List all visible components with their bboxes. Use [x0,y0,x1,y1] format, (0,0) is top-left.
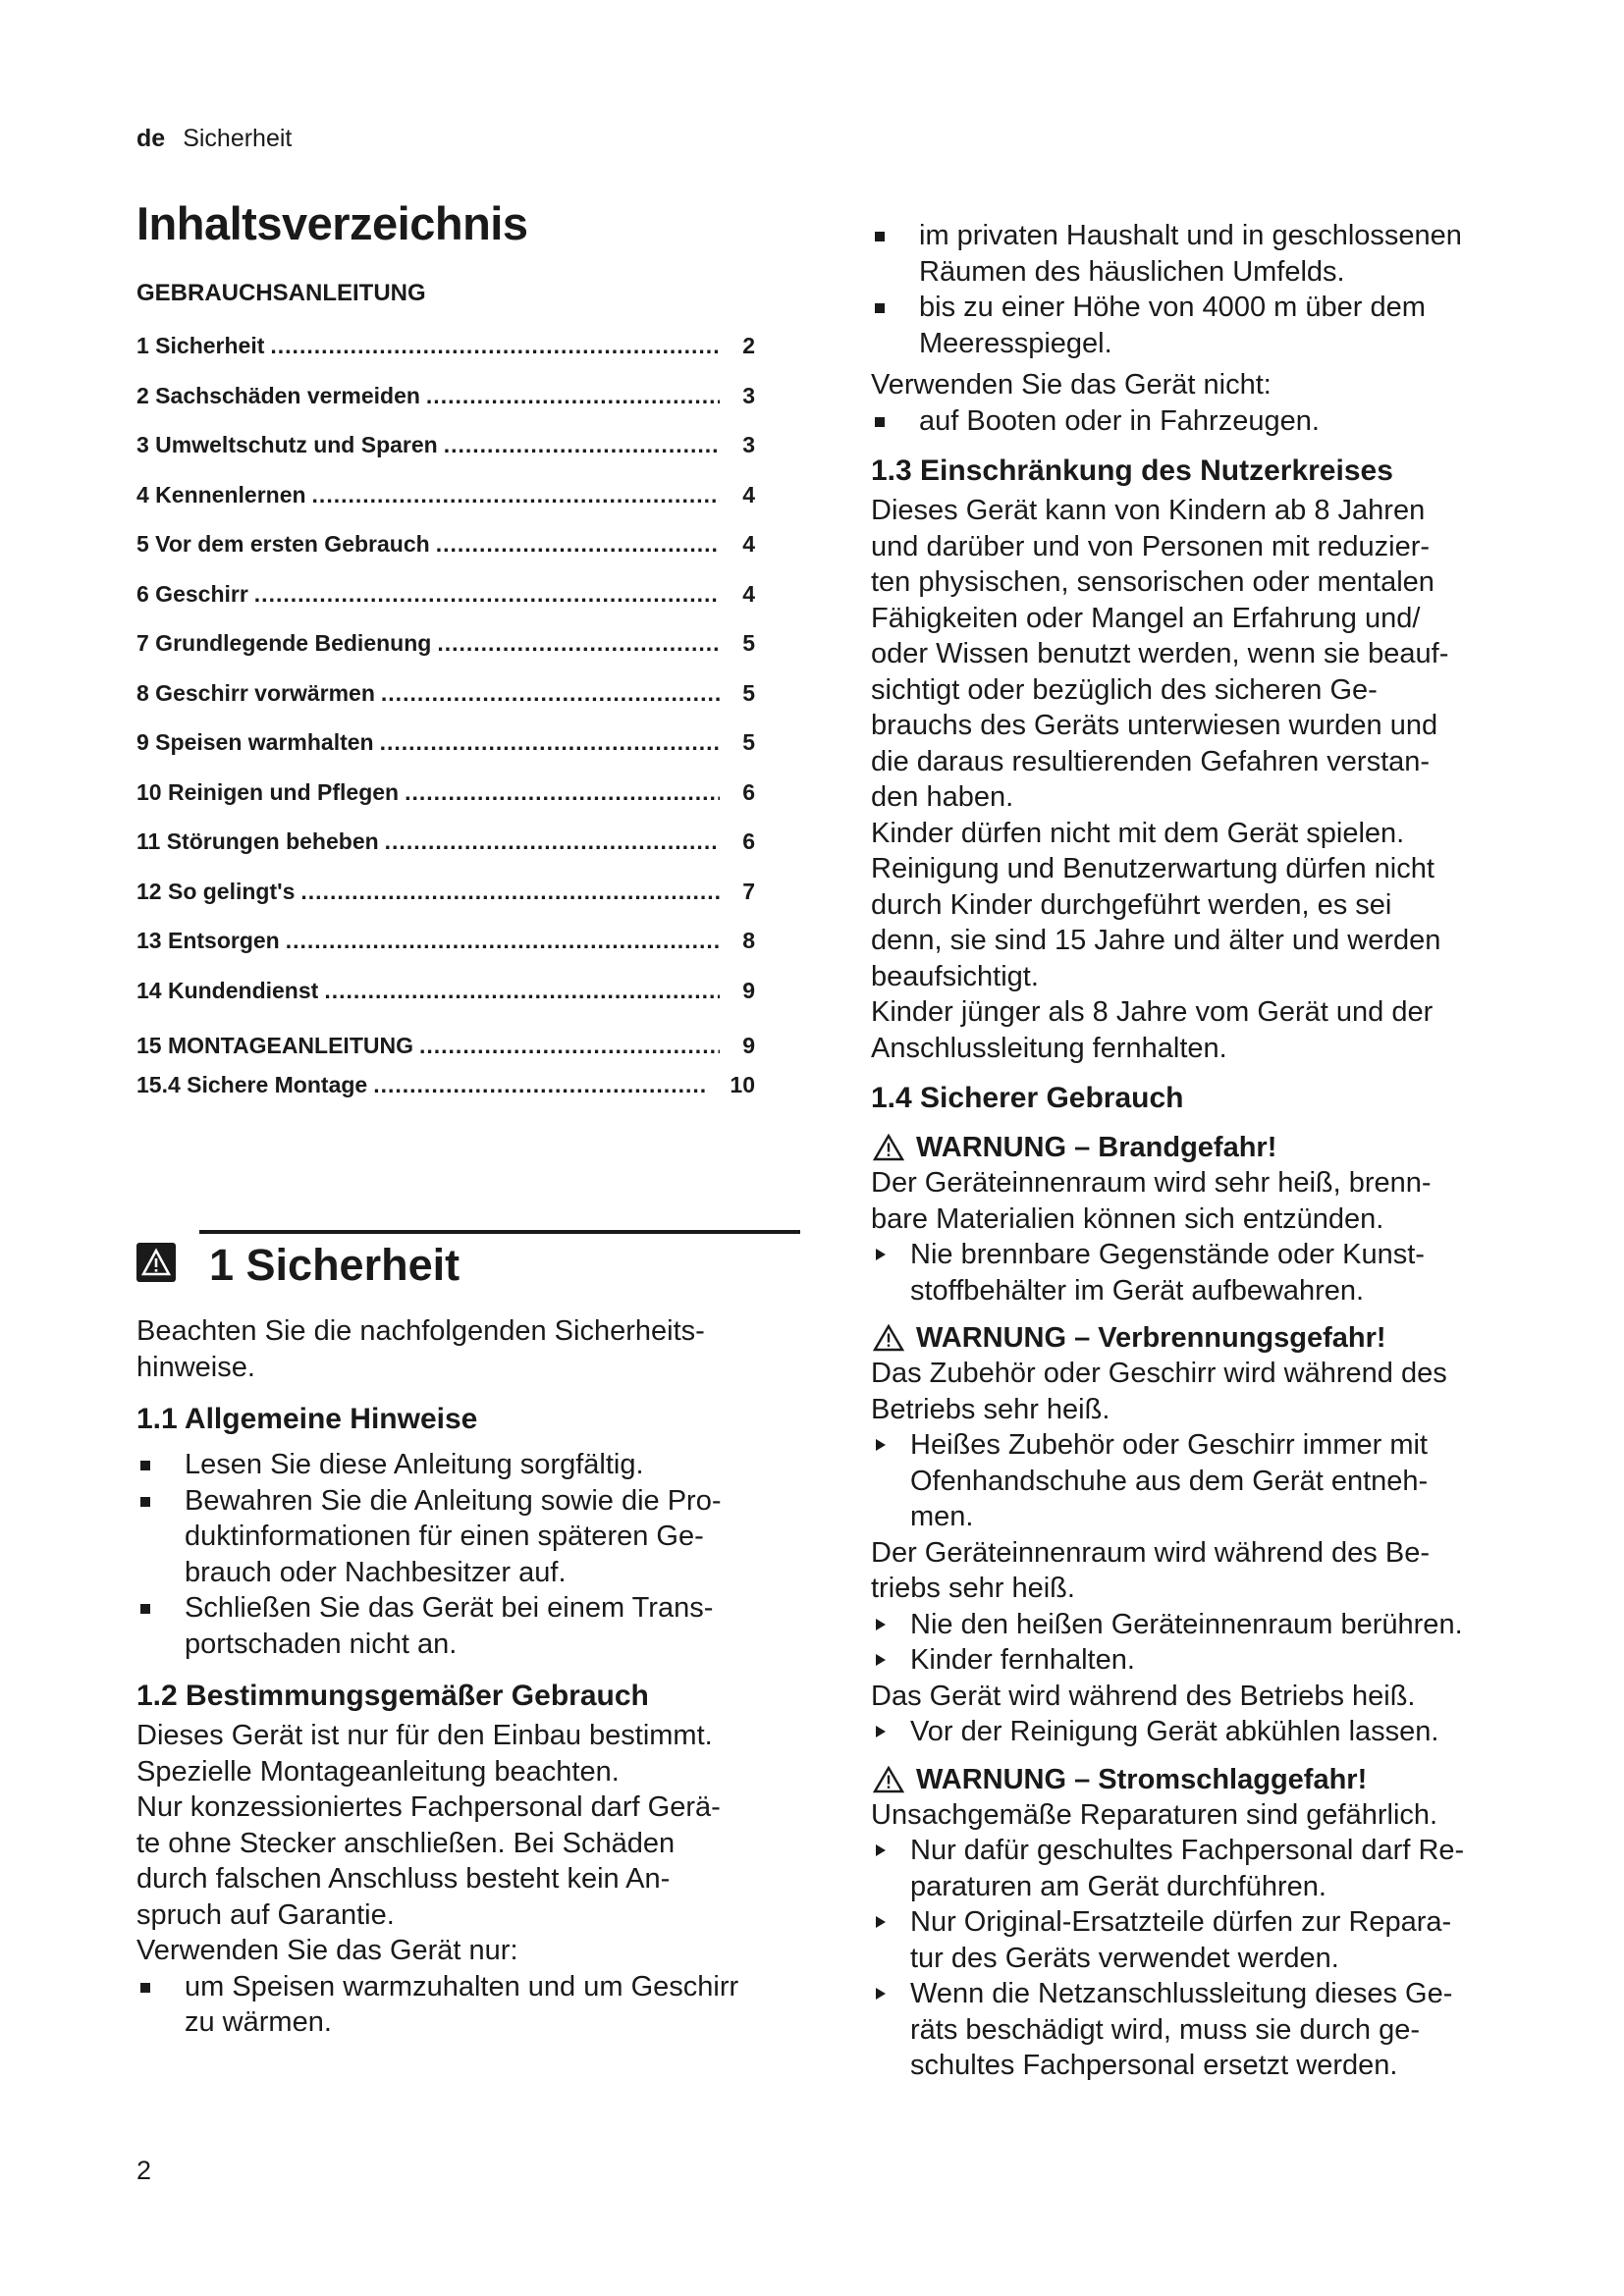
body-text: Verwenden Sie das Gerät nur: [136,1935,518,1966]
warning-text: Das Zubehör oder Geschirr wird während des [871,1358,1447,1389]
body-text: Kinder dürfen nicht mit dem Gerät spielen. [871,817,1405,849]
list-item-text: men. [910,1501,974,1532]
warning-text: bare Materialien können sich entzünden. [871,1202,1384,1235]
toc-leader [426,383,720,409]
toc-entry-page: 6 [742,778,755,805]
toc-entry-title: 2 Sachschäden vermeiden [136,382,420,408]
toc-entry-page: 3 [742,432,755,457]
list-item-text: duktinformationen für einen späteren Ge- [185,1521,704,1552]
list-item-text: räts beschädigt wird, muss sie durch ge- [910,2013,1420,2046]
body-text: Spezielle Montageanleitung beachten. [136,1755,620,1788]
toc-leader [300,879,720,905]
body-text: brauchs des Geräts unterwiesen wurden und [871,710,1438,741]
section-1-left-column [136,1313,814,2041]
list-item-text: schultes Fachpersonal ersetzt werden. [910,2050,1398,2081]
warning-heading [871,1320,1548,1356]
body-text: Kinder jünger als 8 Jahre vom Gerät und der [871,996,1434,1028]
toc-entry [136,333,755,383]
toc-entry-title: 15 MONTAGEANLEITUNG [136,1033,413,1058]
toc-entry-page: 9 [742,977,755,1003]
toc-entry [136,879,755,929]
list-item-text: Lesen Sie diese Anleitung sorgfältig. [185,1449,644,1480]
list-item-text: Wenn die Netzanschlussleitung dieses Ge- [910,1978,1453,2009]
warning-text: Der Geräteinnenraum wird sehr heiß, brenn- [871,1167,1432,1199]
toc-entry [136,581,755,631]
subsection-heading: 1.4 Sicherer Gebrauch [871,1082,1184,1114]
toc-entry-title: 12 So gelingt's [136,878,296,904]
body-text: den haben. [871,781,1014,813]
section-rule [199,1230,800,1234]
body-text: Dieses Gerät kann von Kindern ab 8 Jahren [871,495,1426,526]
toc-leader [385,828,720,855]
toc-entry-page: 4 [742,531,755,557]
toc-entry-title: 13 Entsorgen [136,928,280,953]
toc-entry [136,383,755,433]
toc-entry-title: 6 Geschirr [136,580,248,607]
toc-entry-title: 7 Grundlegende Bedienung [136,630,432,656]
toc-leader [254,581,720,608]
body-text: durch falschen Anschluss besteht kein An- [136,1863,671,1895]
toc-entry-page: 10 [730,1072,755,1097]
language-code: de [136,125,166,152]
body-text: denn, sie sind 15 Jahre und älter und werden [871,925,1441,956]
toc-leader [419,1033,720,1059]
arrow-bullet-icon [876,1988,886,2000]
subsection-heading: 1.2 Bestimmungsgemäßer Gebrauch [136,1680,649,1712]
toc-entry-page: 4 [742,580,755,607]
list-item [136,1969,814,2041]
list-item [136,1590,814,1662]
toc-entry [136,531,755,581]
body-text: Nur konzessioniertes Fachpersonal darf Gerä- [136,1791,721,1823]
list-item-text: brauch oder Nachbesitzer auf. [185,1556,567,1588]
body-text: Verwenden Sie das Gerät nicht: [871,369,1272,400]
toc-entry-title: 3 Umweltschutz und Sparen [136,432,438,457]
list-item-text: Meeresspiegel. [919,327,1112,359]
toc-entry-page: 5 [742,679,755,706]
toc-entry-title: 9 Speisen warmhalten [136,729,374,755]
toc-entry-title: 8 Geschirr vorwärmen [136,679,375,706]
body-text: spruch auf Garantie. [136,1898,395,1931]
body-text: die daraus resultierenden Gefahren verstan- [871,745,1431,777]
toc-list [136,333,804,1111]
toc-entry [136,482,755,532]
body-text: sichtigt oder bezüglich des sicheren Ge- [871,673,1378,706]
warning-text: Das Gerät wird während des Betriebs heiß. [871,1680,1416,1712]
body-text: oder Wissen benutzt werden, wenn sie beauf- [871,638,1449,669]
body-text: Fähigkeiten oder Mangel an Erfahrung und/ [871,602,1421,634]
square-bullet-icon [140,1604,150,1614]
instruction-item [871,1427,1548,1535]
list-item [871,403,1548,440]
toc-entry [136,1072,755,1111]
toc-title: Inhaltsverzeichnis [136,197,528,249]
instruction-item [871,1976,1548,2084]
square-bullet-icon [875,417,885,427]
warning-text: triebs sehr heiß. [871,1573,1075,1604]
list-item-text: zu wärmen. [185,2006,332,2038]
toc-leader [444,432,720,458]
warning-title: WARNUNG – Stromschlaggefahr! [916,1763,1368,1795]
list-item-text: stoffbehälter im Gerät aufbewahren. [910,1274,1365,1307]
toc-entry-page: 5 [742,729,755,755]
toc-entry-page: 5 [742,630,755,656]
body-text: Anschlussleitung fernhalten. [871,1032,1227,1064]
list-item-text: bis zu einer Höhe von 4000 m über dem [919,292,1426,323]
list-item [871,290,1548,361]
intro-text: hinweise. [136,1351,255,1383]
toc-leader [405,779,720,806]
list-item-text: Vor der Reinigung Gerät abkühlen lassen. [910,1716,1439,1747]
list-item-text: Kinder fernhalten. [910,1644,1135,1676]
toc-leader [373,1072,706,1098]
toc-leader [381,680,720,707]
warning-text: Betriebs sehr heiß. [871,1393,1110,1425]
list-item [136,1447,814,1483]
toc-leader [436,531,720,558]
toc-entry-title: 4 Kennenlernen [136,481,306,507]
instruction-item [871,1237,1548,1308]
warning-title: WARNUNG – Verbrennungsgefahr! [916,1322,1386,1354]
toc-leader [380,729,720,756]
subsection-heading: 1.3 Einschränkung des Nutzerkreises [871,454,1393,487]
list-item-text: Nie den heißen Geräteinnenraum berühren. [910,1608,1463,1640]
list-item-text: Ofenhandschuhe aus dem Gerät entneh- [910,1465,1429,1497]
instruction-item [871,1904,1548,1976]
toc-entry-page: 4 [742,481,755,507]
list-item-text: Nur dafür geschultes Fachpersonal darf Re- [910,1835,1465,1866]
subsection-heading: 1.1 Allgemeine Hinweise [136,1403,478,1435]
body-text: durch Kinder durchgeführt werden, es sei [871,888,1392,921]
arrow-bullet-icon [876,1654,886,1666]
toc-entry-page: 2 [742,333,755,358]
toc-entry [136,1033,755,1072]
toc-entry-title: 14 Kundendienst [136,977,319,1003]
toc-entry-page: 8 [742,928,755,953]
toc-heading: GEBRAUCHSANLEITUNG [136,280,426,306]
toc-entry-page: 6 [742,828,755,854]
list-item-text: im privaten Haushalt und in geschlossenen [919,220,1462,251]
arrow-bullet-icon [876,1619,886,1630]
section-title: 1 Sicherheit [209,1240,460,1290]
toc-entry [136,432,755,482]
list-item-text: portschaden nicht an. [185,1628,458,1660]
list-item-text: Nur Original-Ersatzteile dürfen zur Repara- [910,1906,1452,1938]
body-text: beaufsichtigt. [871,960,1039,992]
toc-leader [312,482,720,508]
instruction-item [871,1714,1548,1750]
warning-heading [871,1762,1548,1797]
toc-entry [136,680,755,730]
list-item [136,1483,814,1591]
toc-entry [136,779,755,829]
toc-entry-page: 3 [742,382,755,408]
toc-entry-title: 10 Reinigen und Pflegen [136,778,400,805]
toc-leader [437,630,720,657]
arrow-bullet-icon [876,1916,886,1928]
square-bullet-icon [140,1461,150,1470]
toc-leader [324,978,720,1004]
warning-text: Der Geräteinnenraum wird während des Be- [871,1536,1430,1569]
toc-entry [136,630,755,680]
toc-leader [286,928,720,954]
toc-entry-title: 15.4 Sichere Montage [136,1072,368,1097]
warning-sign-icon [136,1243,176,1282]
arrow-bullet-icon [876,1439,886,1451]
toc-entry [136,729,755,779]
list-item-text: paraturen am Gerät durchführen. [910,1870,1326,1902]
list-item-text: Räumen des häuslichen Umfelds. [919,255,1345,288]
list-item [871,218,1548,290]
instruction-item [871,1607,1548,1643]
header-section: Sicherheit [183,125,293,152]
list-item-text: Schließen Sie das Gerät bei einem Trans- [185,1592,714,1624]
toc [136,196,804,1111]
list-item-text: Bewahren Sie die Anleitung sowie die Pro- [185,1484,722,1517]
body-text: Dieses Gerät ist nur für den Einbau bestimmt. [136,1720,713,1751]
list-item-text: Nie brennbare Gegenstände oder Kunst- [910,1239,1425,1270]
toc-entry [136,978,755,1028]
square-bullet-icon [875,303,885,313]
square-bullet-icon [140,1983,150,1993]
page-number: 2 [136,2156,152,2185]
toc-entry [136,928,755,978]
instruction-item [871,1642,1548,1679]
list-item-text: Heißes Zubehör oder Geschirr immer mit [910,1429,1428,1461]
square-bullet-icon [875,232,885,241]
warning-title: WARNUNG – Brandgefahr! [916,1132,1277,1163]
toc-entry-title: 5 Vor dem ersten Gebrauch [136,531,430,557]
arrow-bullet-icon [876,1726,886,1737]
right-column [871,218,1548,2084]
toc-entry-title: 1 Sicherheit [136,333,265,358]
body-text: und darüber und von Personen mit reduzier- [871,530,1431,562]
list-item-text: auf Booten oder in Fahrzeugen. [919,404,1320,437]
body-text: te ohne Stecker anschließen. Bei Schäden [136,1827,676,1859]
instruction-item [871,1833,1548,1904]
toc-entry-page: 7 [742,878,755,904]
warning-heading [871,1130,1548,1165]
toc-entry-title: 11 Störungen beheben [136,828,379,854]
page-header [136,125,292,153]
toc-entry-page: 9 [742,1033,755,1058]
square-bullet-icon [140,1497,150,1507]
toc-entry [136,828,755,879]
list-item-text: tur des Geräts verwendet werden. [910,1942,1339,1974]
intro-text: Beachten Sie die nachfolgenden Sicherheits- [136,1315,705,1347]
body-text: Reinigung und Benutzerwartung dürfen nicht [871,853,1435,884]
list-item-text: um Speisen warmzuhalten und um Geschirr [185,1970,739,2002]
toc-leader [270,333,720,359]
arrow-bullet-icon [876,1249,886,1260]
warning-text: Unsachgemäße Reparaturen sind gefährlich. [871,1798,1438,1831]
body-text: ten physischen, sensorischen oder mentalen [871,566,1435,598]
arrow-bullet-icon [876,1844,886,1856]
